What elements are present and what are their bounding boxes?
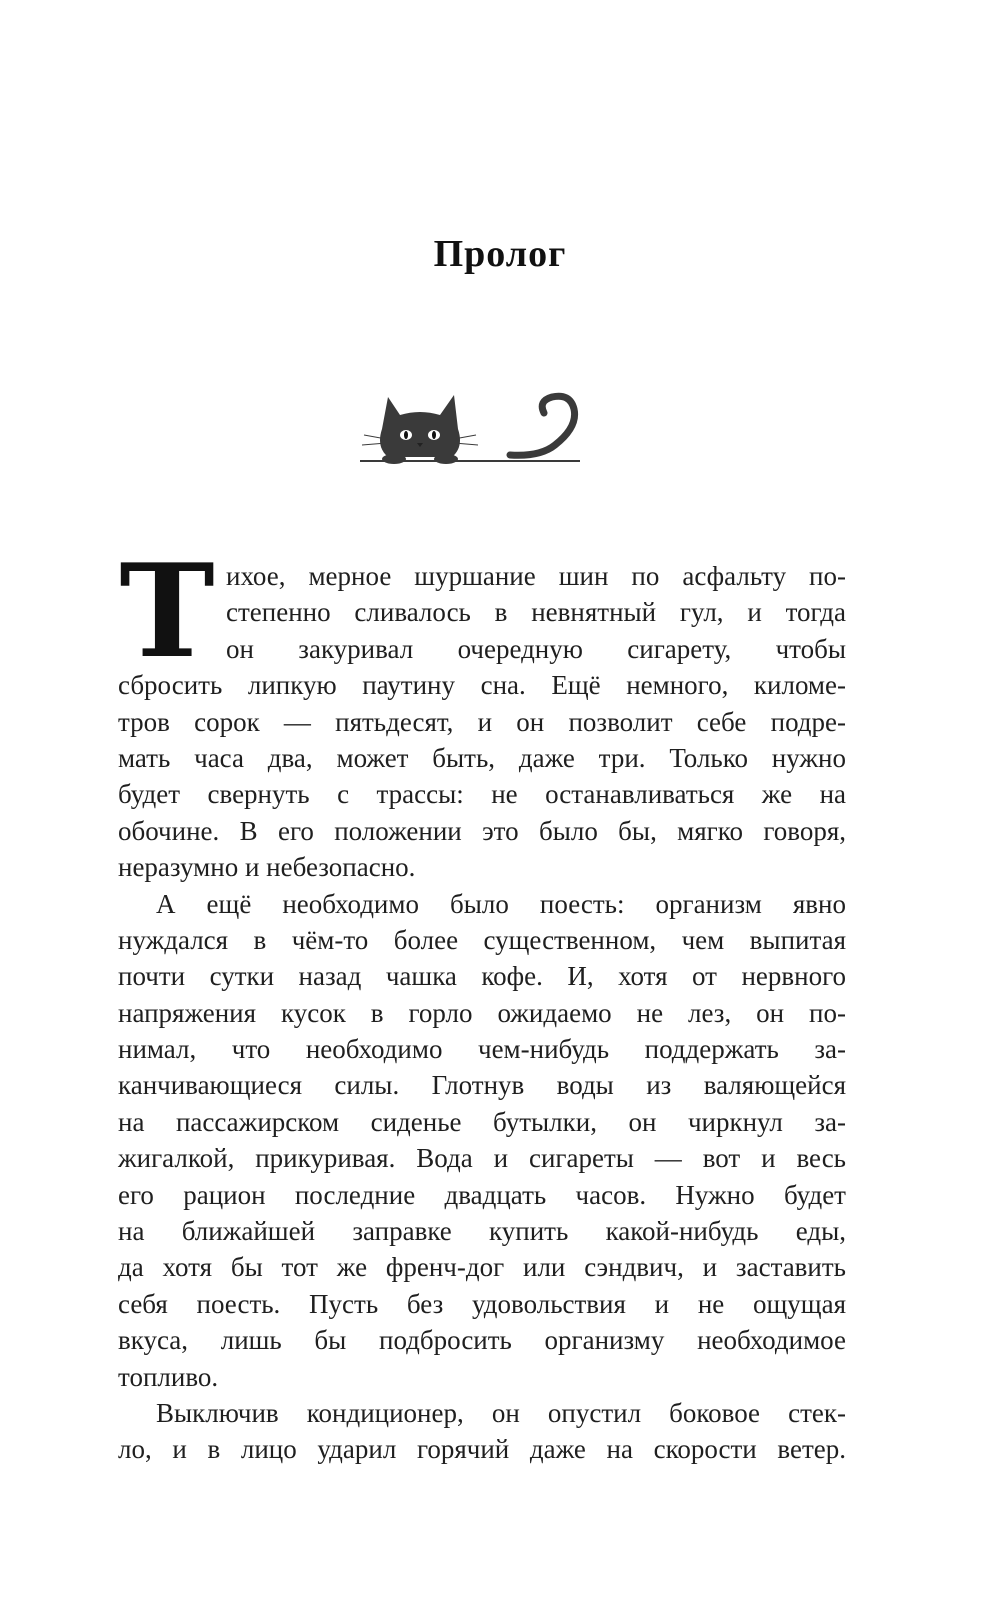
text-line: на пассажирском сиденье бутылки, он чиркнул за- <box>118 1106 846 1137</box>
text-line: мать часа два, может быть, даже три. Только нужно <box>118 742 846 773</box>
text-line: почти сутки назад чашка кофе. И, хотя от нервного <box>118 961 846 992</box>
text-line: А ещё необходимо было поесть: организм явно <box>156 888 846 919</box>
text-line: он закуривал очередную сигарету, чтобы <box>226 633 846 664</box>
paragraph-3 <box>118 1395 846 1468</box>
cat-ornament-icon <box>360 385 610 485</box>
text-line: будет свернуть с трассы: не останавливаться же на <box>118 779 846 810</box>
text-line: да хотя бы тот же френч-дог или сэндвич, и заставить <box>118 1252 846 1283</box>
text-line: нимал, что необходимо чем-нибудь поддержать за- <box>118 1034 846 1065</box>
text-line: топливо. <box>118 1361 219 1392</box>
drop-cap: Т <box>119 537 215 687</box>
chapter-title: Пролог <box>433 233 567 275</box>
text-line: напряжения кусок в горло ожидаемо не лез, он по- <box>118 997 846 1028</box>
text-line: тров сорок — пятьдесят, и он позволит себе подре- <box>118 706 846 737</box>
text-line: нуждался в чём-то более существенном, чем выпитая <box>118 924 846 955</box>
text-line: на ближайшей заправке купить какой-нибудь еды, <box>118 1216 846 1247</box>
paragraph-1 <box>118 558 846 886</box>
text-line: вкуса, лишь бы подбросить организму необходимое <box>118 1325 846 1356</box>
text-line: неразумно и небезопасно. <box>118 852 416 883</box>
text-line: себя поесть. Пусть без удовольствия и не ощущая <box>118 1288 846 1319</box>
text-line: ло, и в лицо ударил горячий даже на скорости ветер. <box>118 1434 846 1465</box>
text-line: ихое, мерное шуршание шин по асфальту по- <box>226 561 846 591</box>
body-text <box>118 537 846 1468</box>
text-line: степенно сливалось в невнятный гул, и тогда <box>226 597 846 628</box>
text-line: жигалкой, прикуривая. Вода и сигареты — вот и весь <box>118 1143 846 1174</box>
text-line: Выключив кондиционер, он опустил боковое стек- <box>156 1397 846 1428</box>
text-line: сбросить липкую паутину сна. Ещё немного, киломе- <box>118 670 846 701</box>
text-line: канчивающиеся силы. Глотнув воды из валяющейся <box>118 1070 846 1101</box>
text-line: его рацион последние двадцать часов. Нужно будет <box>118 1179 846 1210</box>
paragraph-2 <box>118 886 846 1395</box>
text-line: обочине. В его положении это было бы, мягко говоря, <box>118 815 846 846</box>
